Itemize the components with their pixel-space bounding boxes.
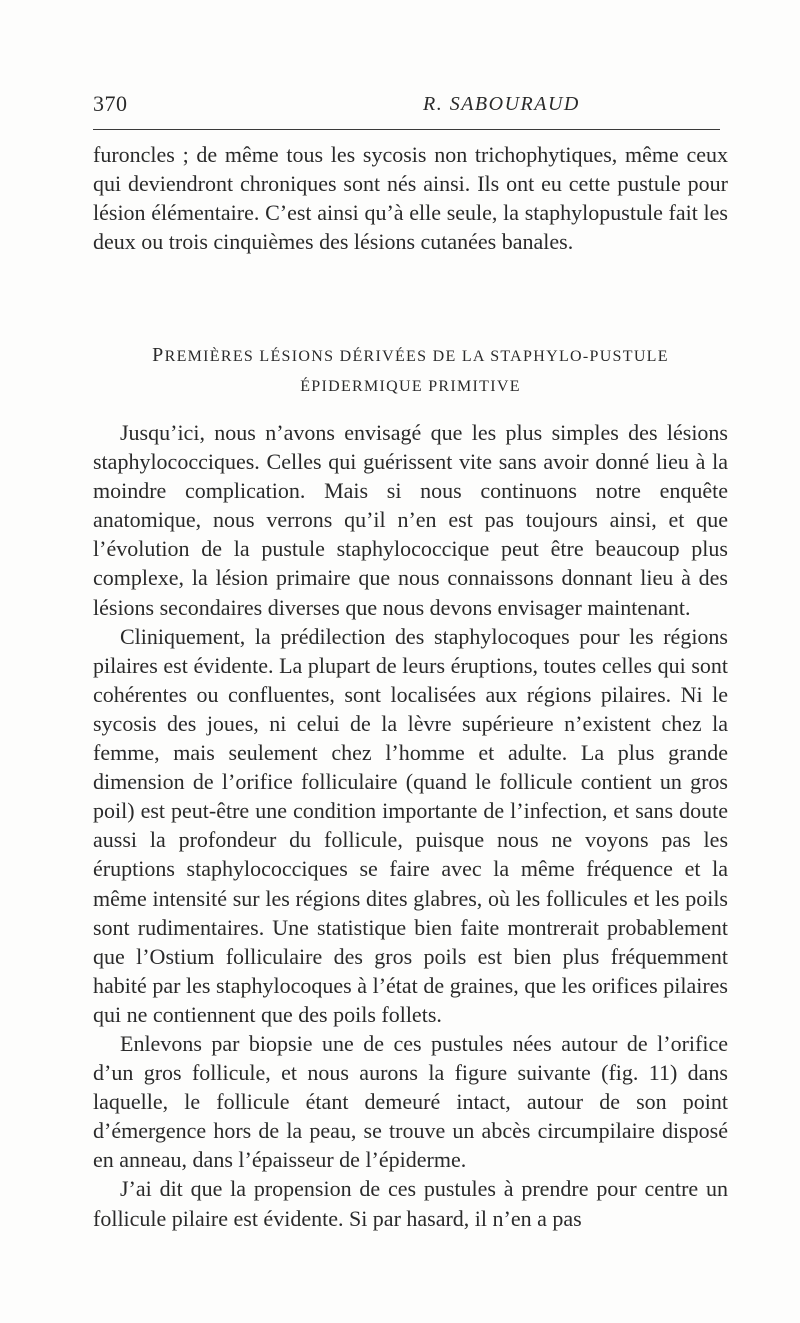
section-heading-line-1: PREMIÈRES LÉSIONS DÉRIVÉES DE LA STAPHYLO-PUSTULE <box>152 344 669 366</box>
header-rule <box>93 129 720 130</box>
body-text <box>93 418 728 1233</box>
paragraph: Enlevons par biopsie une de ces pustules nées autour de l’orifice d’un gros follicule, et nous aurons la figure suivante (fig. 11) dans laquelle, le follicule étant demeuré intact, autour de son point d’émergence hors de la peau, se trouve un abcès circumpilaire disposé en anneau, dans l’épaisseur de l’épiderme. <box>93 1030 728 1173</box>
intro-text <box>93 140 728 256</box>
section-heading <box>93 340 728 402</box>
page-header <box>93 91 720 121</box>
paragraph: Cliniquement, la prédilection des staphylocoques pour les régions pilaires est évidente. La plupart de leurs éruptions, toutes celles qui sont cohérentes ou confluentes, sont localisées aux régions pilaires. Ni le sycosis des joues, ni celui de la lèvre supérieure n’existent chez la femme, mais seulement chez l’homme et adulte. La plus grande dimension de l’orifice folliculaire (quand le follicule contient un gros poil) est peut-être une condition importante de l’infection, et sans doute aussi la profondeur du follicule, puisque nous ne voyons pas les éruptions staphylococciques se faire avec la même fréquence et la même intensité sur les régions dites glabres, où les follicules et les poils sont rudimentaires. Une statistique bien faite montrerait probablement que l’Ostium folliculaire des gros poils est bien plus fréquemment habité par les staphylocoques à l’état de graines, que les orifices pilaires qui ne contiennent que des poils follets. <box>93 623 728 1027</box>
running-head: R. SABOURAUD <box>423 93 580 115</box>
page-number: 370 <box>93 91 128 116</box>
intro-paragraph: furoncles ; de même tous les sycosis non trichophytiques, même ceux qui deviendront chroniques sont nés ainsi. Ils ont eu cette pustule pour lésion élémentaire. C’est ainsi qu’à elle seule, la staphylopustule fait les deux ou trois cinquièmes des lésions cutanées banales. <box>93 142 728 255</box>
section-heading-line-2: ÉPIDERMIQUE PRIMITIVE <box>300 378 521 395</box>
paragraph: J’ai dit que la propension de ces pustules à prendre pour centre un follicule pilaire est évidente. Si par hasard, il n’en a pas <box>93 1176 728 1231</box>
paragraph: Jusqu’ici, nous n’avons envisagé que les plus simples des lésions staphylococciques. Celles qui guérissent vite sans avoir donné lieu à la moindre complication. Mais si nous continuons notre enquête anatomique, nous verrons qu’il n’en est pas toujours ainsi, et que l’évolution de la pustule staphylococcique peut être beaucoup plus complexe, la lésion primaire que nous connaissons donnant lieu à des lésions secondaires diverses que nous devons envisager maintenant. <box>93 420 728 620</box>
